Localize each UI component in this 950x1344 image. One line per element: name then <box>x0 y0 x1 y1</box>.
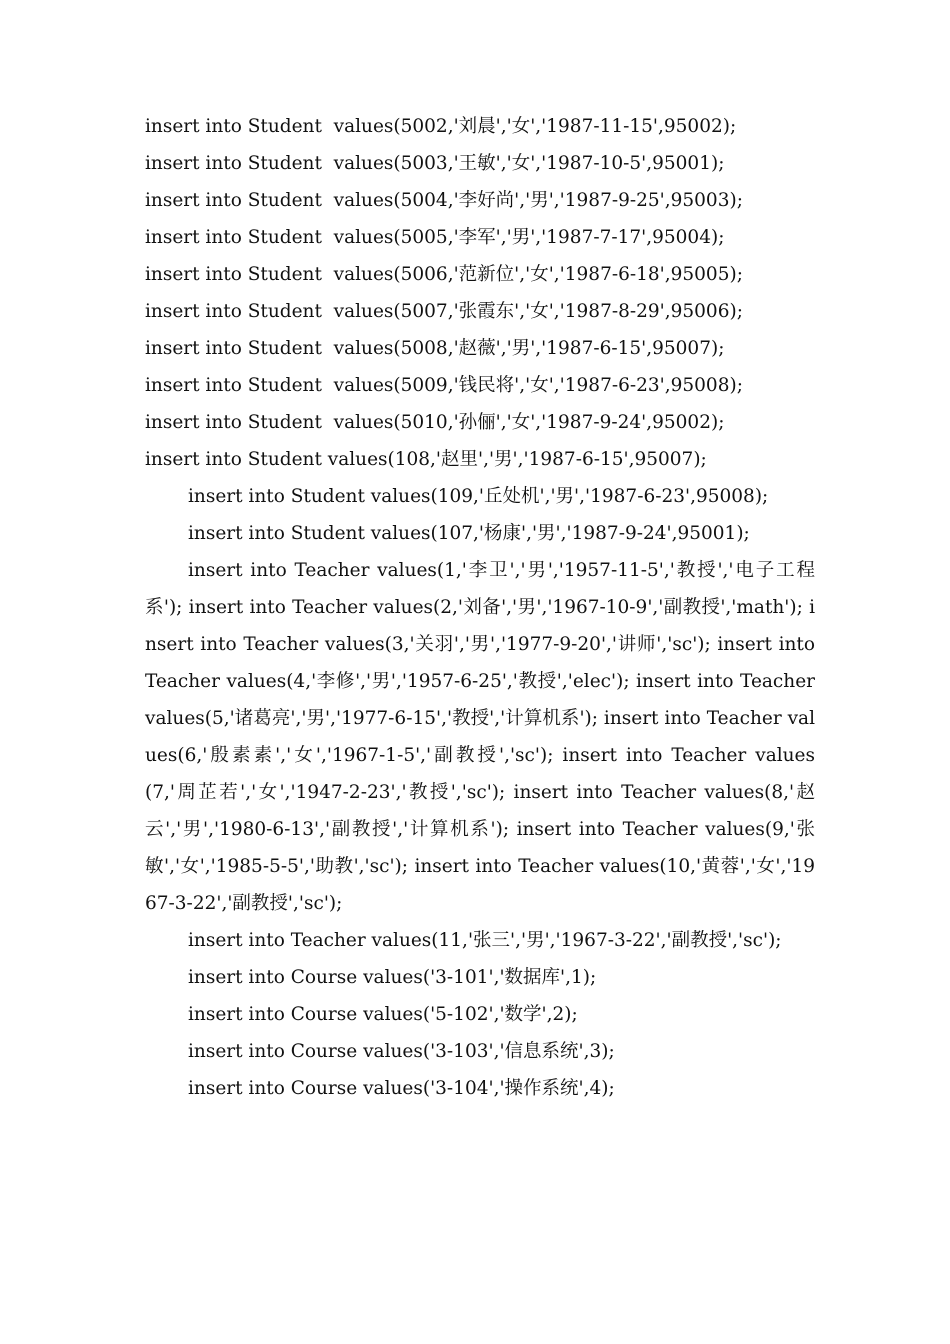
course-insert-line: insert into Course values('3-103','信息系统',3); <box>188 1041 615 1062</box>
student-insert-line: insert into Student values(108,'赵里','男','1987-6-15',95007); <box>145 449 707 470</box>
document-body <box>145 108 815 1107</box>
student-insert-line: insert into Student values(5008,'赵薇','男','1987-6-15',95007); <box>145 338 725 359</box>
student-insert-paragraph: insert into Student values(107,'杨康','男','1987-9-24',95001); <box>188 523 750 544</box>
student-insert-line: insert into Student values(5009,'钱民将','女','1987-6-23',95008); <box>145 375 743 396</box>
teacher-insert-paragraph: insert into Teacher values(11,'张三','男','1967-3-22','副教授','sc'); <box>188 930 782 951</box>
course-insert-line: insert into Course values('3-101','数据库',1); <box>188 967 597 988</box>
student-insert-line: insert into Student values(5003,'王敏','女','1987-10-5',95001); <box>145 153 725 174</box>
student-insert-line: insert into Student values(5005,'李军','男','1987-7-17',95004); <box>145 227 725 248</box>
student-insert-line: insert into Student values(5007,'张霞东','女','1987-8-29',95006); <box>145 301 743 322</box>
student-insert-line: insert into Student values(5002,'刘晨','女','1987-11-15',95002); <box>145 116 737 137</box>
student-insert-line: insert into Student values(5004,'李好尚','男','1987-9-25',95003); <box>145 190 743 211</box>
student-insert-line: insert into Student values(5010,'孙俪','女','1987-9-24',95002); <box>145 412 725 433</box>
course-insert-line: insert into Course values('3-104','操作系统',4); <box>188 1078 615 1099</box>
student-insert-paragraph: insert into Student values(109,'丘处机','男','1987-6-23',95008); <box>188 486 769 507</box>
teacher-insert-paragraph: insert into Teacher values(1,'李卫','男','1957-11-5','教授','电子工程系'); insert into Teacher values(2,'刘备','男','1967-10-9','副教授','math'); insert into Teacher values(3,'关羽','男','1977-9-20','讲师','sc'); insert into Teacher values(4,'李修','男','1957-6-25','教授','elec'); insert into Teacher values(5,'诸葛亮','男','1977-6-15','教授','计算机系'); insert into Teacher values(6,'殷素素','女','1967-1-5','副教授','sc'); insert into Teacher values(7,'周芷若','女','1947-2-23','教授','sc'); insert into Teacher values(8,'赵云','男','1980-6-13','副教授','计算机系'); insert into Teacher values(9,'张敏','女','1985-5-5','助教','sc'); insert into Teacher values(10,'黄蓉','女','1967-3-22','副教授','sc'); <box>145 560 815 914</box>
student-insert-line: insert into Student values(5006,'范新位','女','1987-6-18',95005); <box>145 264 743 285</box>
course-insert-line: insert into Course values('5-102','数学',2); <box>188 1004 578 1025</box>
